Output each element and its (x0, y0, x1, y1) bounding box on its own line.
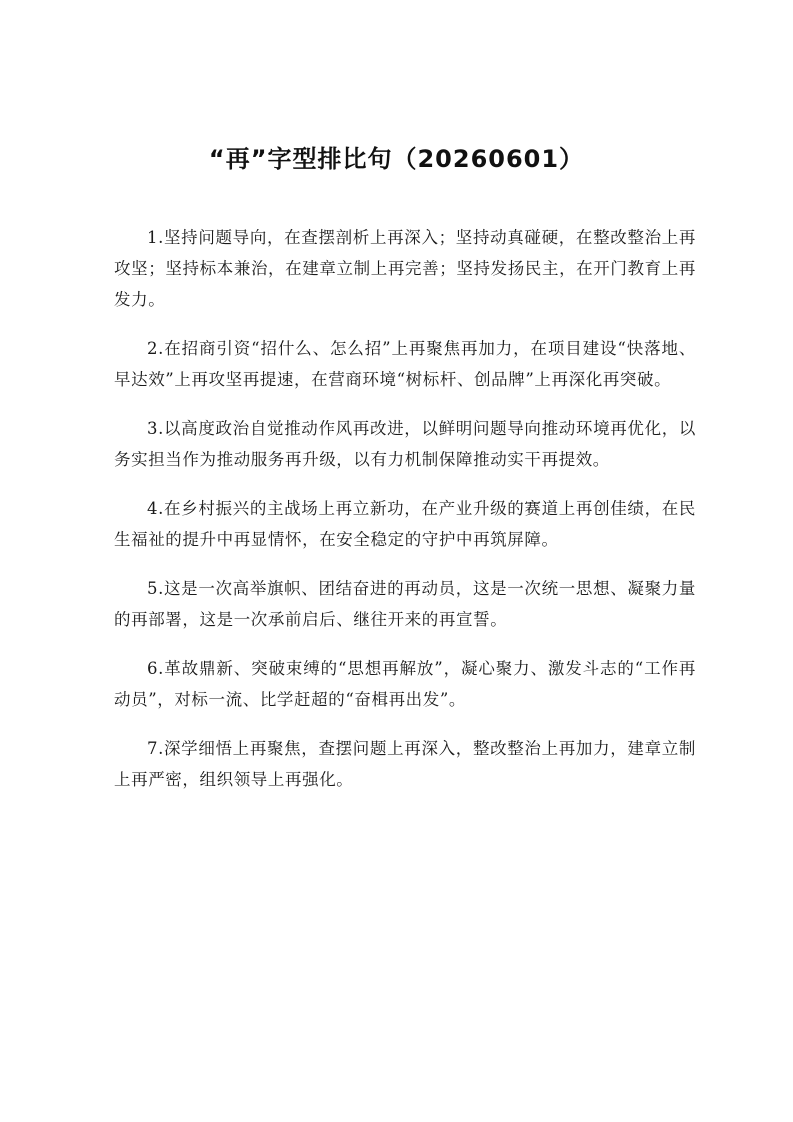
paragraph-6: 6.革故鼎新、突破束缚的“思想再解放”，凝心聚力、激发斗志的“工作再动员”，对标一流、比学赶超的“奋楫再出发”。 (114, 659, 696, 709)
paragraph-3: 3.以高度政治自觉推动作风再改进，以鲜明问题导向推动环境再优化，以务实担当作为推动服务再升级，以有力机制保障推动实干再提效。 (114, 419, 696, 469)
paragraph-1: 1.坚持问题导向，在查摆剖析上再深入；坚持动真碰硬，在整改整治上再攻坚；坚持标本兼治，在建章立制上再完善；坚持发扬民主，在开门教育上再发力。 (114, 228, 696, 309)
paragraph-4: 4.在乡村振兴的主战场上再立新功，在产业升级的赛道上再创佳绩，在民生福祉的提升中再显情怀，在安全稳定的守护中再筑屏障。 (114, 499, 696, 549)
document-body (114, 222, 696, 813)
document-title: “再”字型排比句（20260601） (208, 145, 585, 173)
paragraph-2: 2.在招商引资“招什么、怎么招”上再聚焦再加力，在项目建设“快落地、早达效”上再攻坚再提速，在营商环境“树标杆、创品牌”上再深化再突破。 (114, 339, 696, 389)
paragraph-5: 5.这是一次高举旗帜、团结奋进的再动员，这是一次统一思想、凝聚力量的再部署，这是一次承前启后、继往开来的再宣誓。 (114, 579, 696, 629)
paragraph-7: 7.深学细悟上再聚焦，查摆问题上再深入，整改整治上再加力，建章立制上再严密，组织领导上再强化。 (114, 739, 696, 789)
